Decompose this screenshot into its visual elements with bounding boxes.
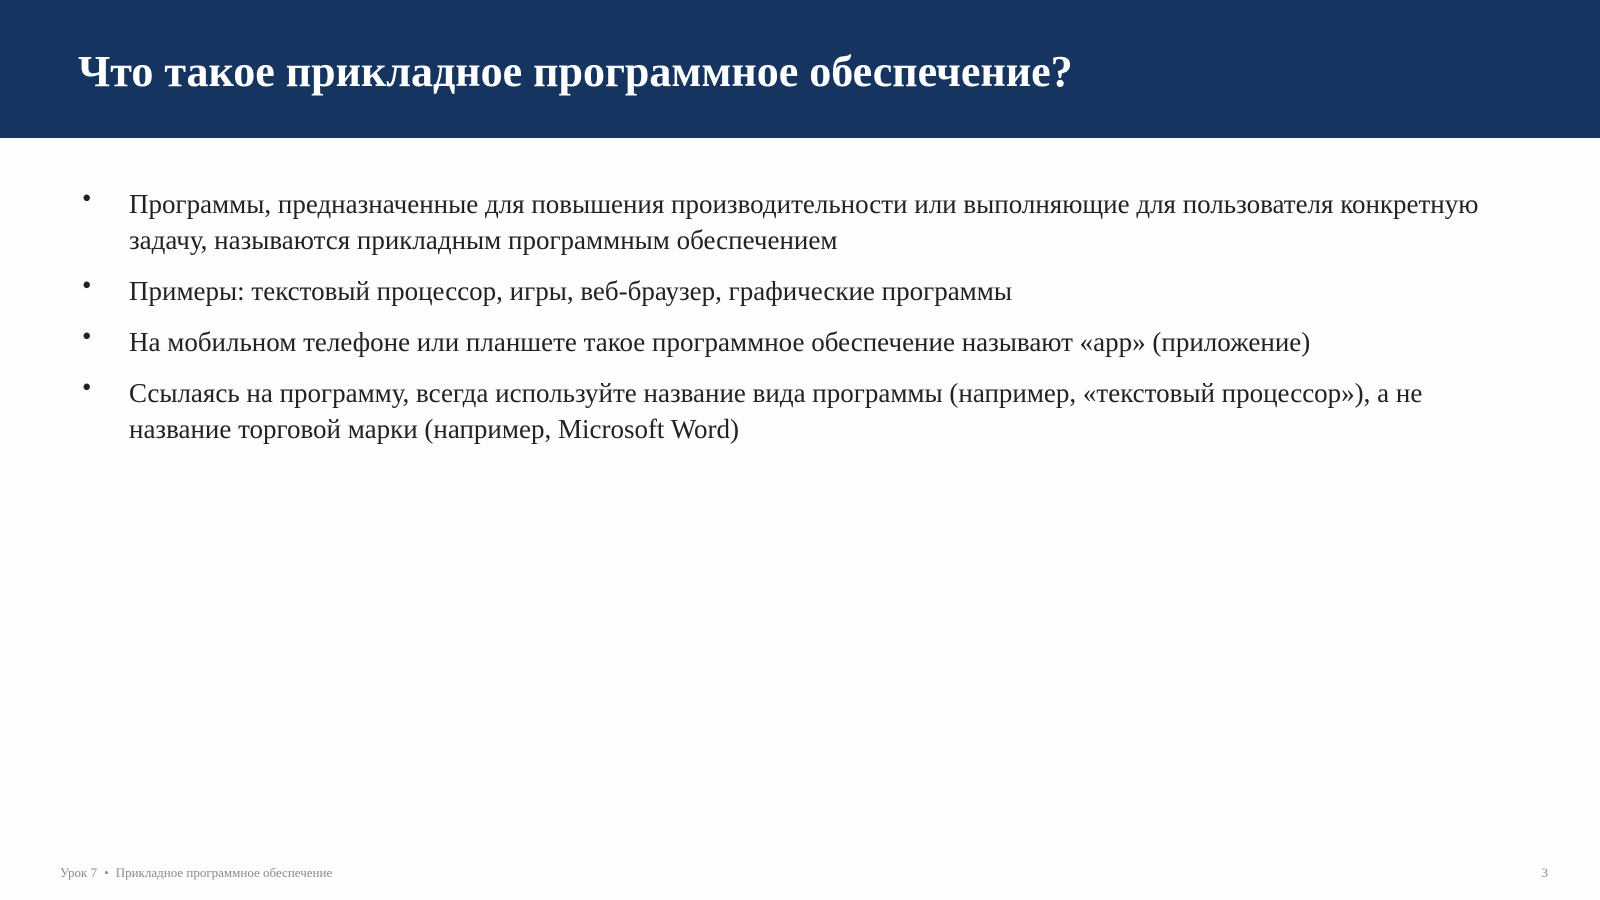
bullet-item (82, 183, 1522, 258)
bullet-text: Программы, предназначенные для повышения производительности или выполняющие для пользователя конкретную задачу, называются прикладным программным обеспечением (129, 189, 1479, 255)
bullet-icon: • (82, 270, 92, 300)
footer-separator: • (104, 865, 109, 880)
bullet-icon: • (82, 183, 92, 213)
bullet-item (82, 372, 1522, 447)
bullet-item (82, 321, 1522, 360)
title-bar (0, 0, 1600, 138)
bullet-icon: • (82, 321, 92, 351)
footer-lesson: Урок 7 (60, 865, 98, 880)
bullet-item (82, 270, 1522, 309)
bullet-icon: • (82, 372, 92, 402)
slide-footer (60, 864, 332, 882)
slide-title: Что такое прикладное программное обеспечение? (78, 47, 1073, 96)
bullet-list (82, 183, 1522, 462)
bullet-text: На мобильном телефоне или планшете такое программное обеспечение называют «app» (приложение) (129, 327, 1311, 357)
page-number: 3 (1541, 865, 1548, 880)
footer-topic: Прикладное программное обеспечение (115, 865, 333, 880)
bullet-text: Ссылаясь на программу, всегда используйте название вида программы (например, «текстовый процессор»), а не название торговой марки (например, Microsoft Word) (129, 378, 1423, 444)
bullet-text: Примеры: текстовый процессор, игры, веб-браузер, графические программы (129, 276, 1012, 306)
